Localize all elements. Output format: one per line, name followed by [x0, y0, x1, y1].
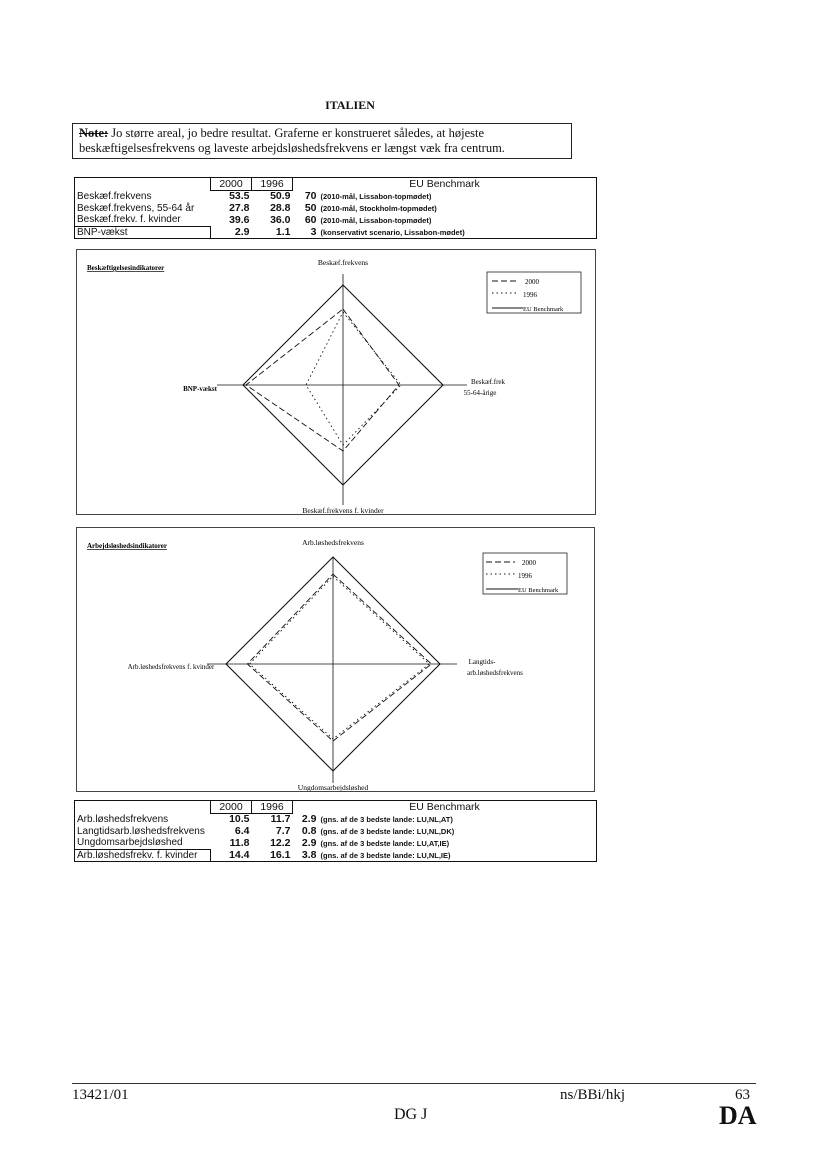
chart2-axis-right-label-1: Langtids-	[468, 658, 496, 666]
table-row	[75, 814, 597, 826]
unemployment-radar-chart	[77, 528, 594, 791]
chart1-axis-top-label: Beskæf.frekvens	[317, 258, 369, 267]
header-2000: 2000	[211, 178, 252, 191]
benchmark-note: (konservativt scenario, Lissabon-mødet)	[320, 227, 465, 237]
table-row	[75, 191, 597, 203]
employment-table	[74, 177, 597, 239]
chart1-axis-left-label: BNP-vækst	[183, 385, 217, 393]
value-2000: 27.8	[229, 201, 250, 214]
unemployment-table	[74, 800, 597, 862]
value-1996: 1.1	[252, 226, 293, 239]
chart1-legend-2000: 2000	[525, 278, 539, 286]
chart2-legend-2000: 2000	[522, 559, 536, 567]
row-label: Beskæf.frekv. f. kvinder	[77, 214, 181, 226]
chart1-legend-benchmark: EU Benchmark	[523, 306, 564, 313]
value-benchmark: 0.8	[301, 824, 317, 837]
value-2000: 10.5	[229, 813, 250, 826]
table-row	[75, 214, 597, 226]
footer-reference: ns/BBi/hkj	[560, 1087, 626, 1103]
benchmark-note: (gns. af de 3 bedste lande: LU,NL,IE)	[320, 850, 451, 860]
value-2000: 39.6	[229, 213, 250, 226]
header-1996: 1996	[252, 178, 293, 191]
table-row	[75, 837, 597, 849]
footer-dg: DG J	[394, 1106, 428, 1123]
value-1996: 12.2	[270, 836, 291, 849]
value-benchmark: 3	[310, 225, 317, 238]
chart2-axis-left-label: Arb.løshedsfrekvens f. kvinder	[127, 663, 215, 671]
value-1996: 16.1	[252, 849, 293, 862]
chart2-title: Arbejdsløshedsindikatorer	[87, 542, 167, 550]
value-1996: 7.7	[275, 824, 291, 837]
row-label: Langtidsarb.løshedsfrekvens	[77, 825, 205, 837]
employment-radar-chart	[77, 250, 595, 514]
chart1-legend	[487, 272, 581, 313]
value-1996: 28.8	[270, 201, 291, 214]
value-benchmark: 2.9	[301, 836, 317, 849]
value-2000: 6.4	[234, 824, 250, 837]
chart1-series-1996	[306, 312, 401, 445]
header-1996: 1996	[252, 801, 293, 814]
table-row	[75, 826, 597, 838]
unemployment-chart-frame	[76, 527, 595, 792]
value-benchmark: 50	[304, 201, 317, 214]
row-label: Beskæf.frekvens, 55-64 år	[77, 202, 195, 214]
value-benchmark: 2.9	[301, 813, 317, 825]
row-label: Ungdomsarbejdsløshed	[77, 837, 183, 849]
header-benchmark: EU Benchmark	[293, 178, 597, 191]
header-benchmark: EU Benchmark	[293, 801, 597, 814]
chart2-plot	[207, 557, 457, 783]
row-label: Arb.løshedsfrekv. f. kvinder	[75, 849, 211, 862]
chart2-legend	[483, 553, 567, 594]
value-1996: 50.9	[270, 190, 291, 203]
chart1-axis-right-label-2: 55-64-årige	[463, 389, 497, 397]
footer-language: DA	[719, 1101, 757, 1130]
footer-doc-number: 13421/01	[72, 1087, 129, 1103]
row-label: Arb.løshedsfrekvens	[77, 814, 169, 825]
chart1-plot	[217, 274, 467, 505]
benchmark-note: (gns. af de 3 bedste lande: LU,NL,DK)	[320, 826, 455, 836]
value-benchmark: 60	[304, 213, 317, 226]
benchmark-note: (2010-mål, Lissabon-topmødet)	[320, 215, 432, 225]
row-label: Beskæf.frekvens	[77, 191, 152, 202]
footer-rule	[72, 1083, 756, 1084]
note-text: Jo større areal, jo bedre resultat. Graferne er konstrueret således, at højeste beskæftigelsesfrekvens og laveste arbejdsløshedsfrekvens er længst væk fra centrum.	[79, 126, 505, 155]
benchmark-note: (2010-mål, Stockholm-topmødet)	[320, 203, 437, 213]
table-row	[75, 849, 597, 862]
chart2-series-2000	[247, 574, 431, 741]
value-2000: 11.8	[229, 836, 250, 849]
benchmark-note: (gns. af de 3 bedste lande: LU,AT,IE)	[320, 838, 450, 848]
chart2-legend-benchmark: EU Benchmark	[518, 587, 559, 594]
value-1996: 11.7	[270, 813, 291, 826]
benchmark-note: (2010-mål, Lissabon-topmødet)	[320, 192, 432, 201]
page-title: ITALIEN	[325, 98, 375, 112]
header-2000: 2000	[211, 801, 252, 814]
footer-page-number: 63	[735, 1087, 750, 1103]
chart2-legend-1996: 1996	[518, 572, 532, 580]
value-2000: 14.4	[211, 849, 252, 862]
employment-chart-frame	[76, 249, 596, 515]
note-label: Note:	[79, 126, 109, 140]
chart2-axis-bottom-label: Ungdomsarbejdsløshed	[297, 783, 369, 791]
chart2-axis-right-label-2: arb.løshedsfrekvens	[467, 669, 523, 677]
chart1-legend-1996: 1996	[523, 291, 537, 299]
note-box	[72, 123, 572, 159]
chart1-title: Beskæftigelsesindikatorer	[87, 264, 165, 272]
benchmark-note: (gns. af de 3 bedste lande: LU,NL,AT)	[320, 815, 453, 824]
value-1996: 36.0	[270, 213, 291, 226]
table-row	[75, 226, 597, 239]
value-2000: 53.5	[229, 190, 250, 203]
chart1-series-2000	[246, 309, 399, 451]
value-2000: 2.9	[211, 226, 252, 239]
row-label: BNP-vækst	[75, 226, 211, 239]
table-row	[75, 203, 597, 215]
value-benchmark: 3.8	[301, 848, 317, 861]
value-benchmark: 70	[304, 190, 317, 202]
chart2-axis-top-label: Arb.løshedsfrekvens	[302, 538, 364, 547]
chart1-axis-right-label-1: Beskæf.frek	[470, 378, 506, 386]
chart1-axis-bottom-label: Beskæf.frekvens f. kvinder	[302, 506, 384, 514]
